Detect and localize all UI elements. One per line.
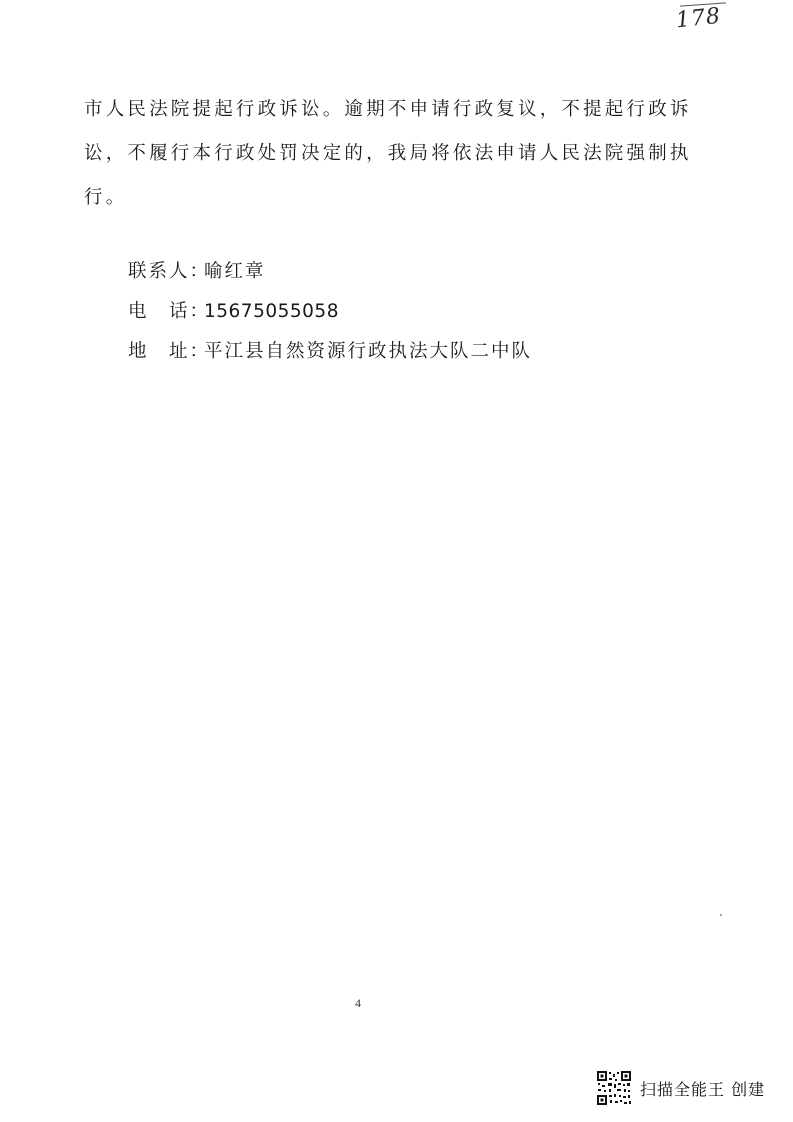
page-number: 4 xyxy=(355,996,361,1010)
contact-person-row xyxy=(128,252,532,292)
qr-code-icon xyxy=(596,1070,632,1106)
handwritten-page-number: 178 xyxy=(674,3,723,34)
body-line: 行。 xyxy=(84,187,128,208)
contact-address-row xyxy=(128,332,532,372)
body-line: 市人民法院提起行政诉讼。逾期不申请行政复议，不提起行政诉 xyxy=(84,99,692,120)
watermark-text: 扫描全能王 创建 xyxy=(640,1079,766,1099)
contact-block xyxy=(128,252,532,372)
body-line: 讼，不履行本行政处罚决定的，我局将依法申请人民法院强制执 xyxy=(84,143,692,164)
contact-address-value: 平江县自然资源行政执法大队二中队 xyxy=(204,341,533,362)
body-paragraph xyxy=(84,88,692,220)
contact-person-value: 喻红章 xyxy=(204,261,266,282)
contact-phone-value: 15675055058 xyxy=(204,301,339,322)
contact-person-label: 联系人： xyxy=(128,261,211,282)
contact-phone-row xyxy=(128,292,532,332)
scan-artifact xyxy=(720,914,722,916)
contact-phone-label: 电 话： xyxy=(128,301,211,322)
contact-address-label: 地 址： xyxy=(128,341,211,362)
scanner-watermark xyxy=(596,1070,765,1106)
